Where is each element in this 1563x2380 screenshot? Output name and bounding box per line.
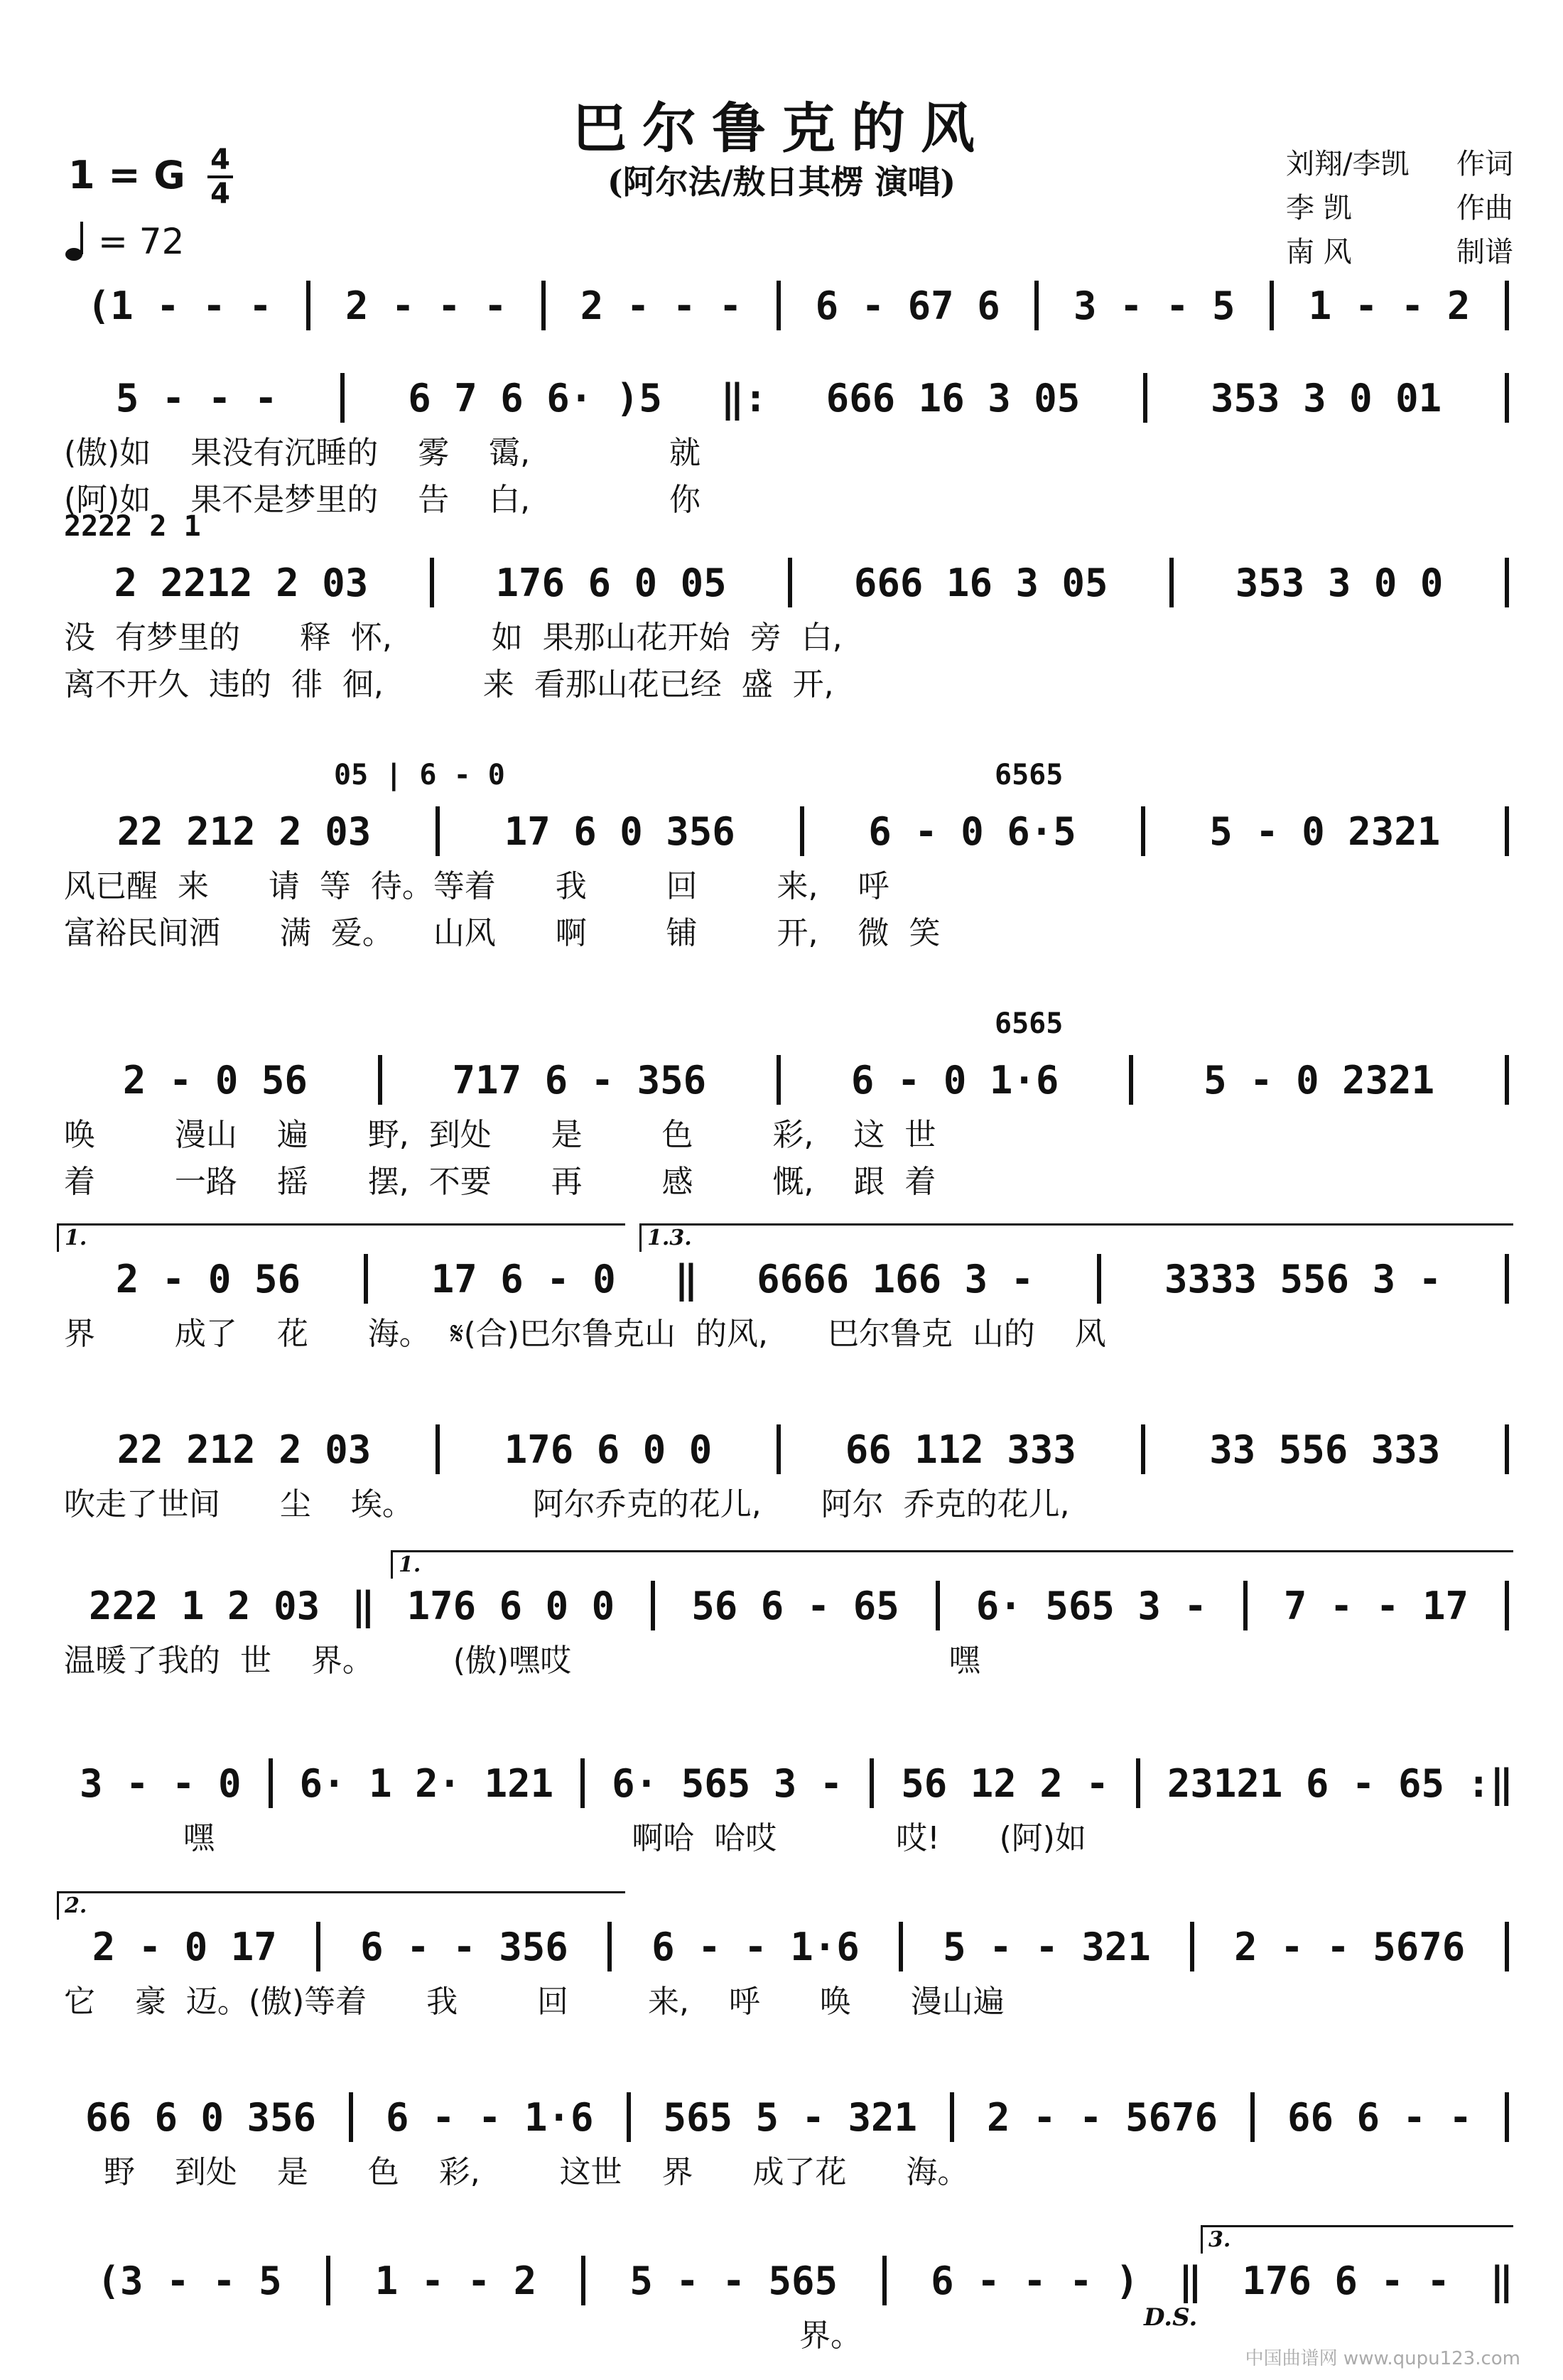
lyric-line: 它 豪 迈。(傲)等着 我 回 来, 呼 唤 漫山遍 [64,1984,1005,2020]
bar-line [306,281,310,330]
bar-line [436,1424,440,1474]
bar-line [1190,1922,1194,1971]
notes-row [57,1051,1513,1108]
lyric-line: 没 有梦里的 释 怀, 如 果那山花开始 旁 白, [64,620,843,656]
measure-notes: 6 - - 1·6 [385,2094,594,2140]
measure-notes: 6 - 0 6·5 [868,808,1076,854]
lyric-line: 着 一路 摇 摆, 不要 再 感 慨, 跟 着 [64,1164,936,1200]
measure-notes: 2 - - 5676 [1234,1924,1466,1969]
measure-notes: 2 - - 5676 [986,2094,1218,2140]
bar-line [882,2256,887,2305]
lyric-line: 界。 [64,2317,862,2354]
measure-notes: 22 212 2 03 [117,808,372,854]
lyric-line: 富裕民间洒 满 爱。 山风 啊 铺 开, 微 笑 [64,915,941,951]
notes-row [57,2252,1513,2309]
volta-bracket-first: 2. [57,1891,625,1920]
lyric-line: 风已醒 来 请 等 待。等着 我 回 来, 呼 [64,868,889,904]
dal-segno-marking: D.S. [1144,2303,1198,2332]
measure-notes: 2 - 0 56 [122,1057,308,1103]
score-system [57,2089,1513,2192]
measure-notes: 222 1 2 03 [88,1583,320,1628]
lyric-line: 界 成了 花 海。 𝄋(合)巴尔鲁克山 的风, 巴尔鲁克 山的 风 [64,1316,1106,1352]
measure-notes: 23121 6 - 65 [1167,1760,1444,1806]
bar-line [800,806,804,856]
bar-line [1505,1922,1509,1971]
lyric-line: 离不开久 违的 徘 徊, 来 看那山花已经 盛 开, [64,666,834,703]
measure-notes: (3 - - 5 [97,2258,282,2303]
bar-line [1169,558,1174,607]
measure-notes: 6· 1 2· 121 [299,1760,554,1806]
bar-line [607,1922,612,1971]
bar-line [1136,1758,1140,1808]
lyric-line: 野 到处 是 色 彩, 这世 界 成了花 海。 [64,2154,969,2190]
measure-notes: 5 - 0 2321 [1209,808,1441,854]
credit-composer: 李 凯 作曲 [1286,192,1513,225]
measure-notes: 353 3 0 01 [1211,375,1442,421]
measure-notes: 176 6 0 0 [406,1583,615,1628]
score-system [57,277,1513,334]
measure-notes: 6 - 0 1·6 [850,1057,1059,1103]
measure-notes: 22 212 2 03 [117,1427,372,1472]
bar-line [1505,1424,1509,1474]
notes-row [57,554,1513,611]
bar-line [1505,1055,1509,1105]
score-system [57,1893,1513,2022]
credits [1286,142,1513,274]
repeat-bar-line: :‖ [1466,1760,1514,1806]
repeat-bar-line: ‖ [1490,2258,1513,2303]
watermark: 中国曲谱网 www.qupu123.com [1245,2348,1520,2369]
score-system [57,2227,1513,2356]
measure-notes: 1 - - 2 [1308,283,1471,328]
bar-line [1505,806,1509,856]
key-signature: 1 = G [68,153,185,198]
volta-bracket-first: 1. [391,1550,1513,1579]
notes-row [57,2089,1513,2146]
quarter-note-icon [64,220,88,263]
bar-line [349,2092,353,2142]
bar-line [627,2092,631,2142]
notes-row [57,369,1513,426]
bar-line [1505,281,1509,330]
measure-notes: 6 - 67 6 [815,283,1000,328]
measure-notes: 17 6 - 0 [431,1256,616,1302]
notes-row [57,1755,1513,1812]
measure-notes: 176 6 - - [1242,2258,1450,2303]
measure-notes: 5 - 0 2321 [1204,1057,1435,1103]
lyric-line: (傲)如 果没有沉睡的 雾 霭, 就 [64,435,701,471]
time-signature [207,146,233,208]
measure-notes: 3 - - 5 [1073,283,1235,328]
measure-notes: 3 - - 0 [79,1760,242,1806]
bar-line [436,806,440,856]
tempo-value: = 72 [98,221,185,262]
score-system [57,1007,1513,1202]
measure-notes: 6 - - 356 [360,1924,568,1969]
bar-line [950,2092,954,2142]
volta-bracket-first: 1. [57,1223,625,1252]
measure-notes: 2 - 0 17 [92,1924,277,1969]
measure-notes: (1 - - - [87,283,272,328]
measure-notes: 66 6 - - [1287,2094,1473,2140]
bar-line [1097,1254,1101,1304]
repeat-bar-line: ‖ [352,1583,375,1628]
measure-notes: 66 112 333 [845,1427,1076,1472]
measure-notes: 17 6 0 356 [504,808,735,854]
notes-row [57,1250,1513,1307]
measure-notes: 2 - 0 56 [115,1256,301,1302]
credit-lyricist: 刘翔/李凯 作词 [1286,148,1513,180]
bar-line [364,1254,368,1304]
bar-line [651,1581,655,1630]
measure-notes: 176 6 0 0 [504,1427,713,1472]
measure-notes: 666 16 3 05 [853,560,1108,605]
measure-notes: 6 7 6 6· )5 [408,375,662,421]
repeat-bar-line: ‖ [674,1256,698,1302]
bar-line [581,2256,585,2305]
bar-line [580,1758,585,1808]
bar-line [1505,558,1509,607]
ossia-notes: 2222 2 1 [64,510,201,543]
bar-line [1141,806,1145,856]
bar-line [1034,281,1039,330]
measure-notes: 717 6 - 356 [452,1057,707,1103]
bar-line [788,558,792,607]
repeat-bar-line: ‖ [1179,2258,1202,2303]
notes-row [57,803,1513,860]
bar-line [777,281,781,330]
score-system [57,369,1513,520]
score-system [57,1226,1513,1354]
measure-notes: 3333 556 3 - [1164,1256,1442,1302]
measure-notes: 176 6 0 05 [495,560,727,605]
score-system [57,1552,1513,1681]
notes-row [57,1421,1513,1478]
bar-line [1129,1055,1133,1105]
bar-line [1143,373,1147,423]
measure-notes: 6· 565 3 - [975,1583,1207,1628]
notes-row [57,1918,1513,1975]
score-system [57,1421,1513,1525]
bar-line [1505,2092,1509,2142]
volta-bracket-second: 1.3. [639,1223,1513,1252]
ossia-notes: 05 | 6 - 0 [334,759,505,791]
measure-notes: 2 - - - [345,283,507,328]
bar-line [1243,1581,1248,1630]
bar-line [899,1922,903,1971]
measure-notes: 56 6 - 65 [691,1583,899,1628]
measure-notes: 2 2212 2 03 [114,560,369,605]
ossia-notes: 6565 [995,1007,1064,1040]
bar-line [870,1758,874,1808]
measure-notes: 5 - - - [115,375,278,421]
measure-notes: 6 - - 1·6 [651,1924,860,1969]
lyric-line: (阿)如 果不是梦里的 告 白, 你 [64,482,701,518]
measure-notes: 5 - - 321 [943,1924,1151,1969]
bar-line [340,373,345,423]
measure-notes: 565 5 - 321 [663,2094,918,2140]
measure-notes: 7 - - 17 [1283,1583,1469,1628]
measure-notes: 5 - - 565 [629,2258,838,2303]
bar-line [777,1055,781,1105]
bar-line [430,558,434,607]
bar-line [1505,1254,1509,1304]
bar-line [1250,2092,1255,2142]
bar-line [378,1055,382,1105]
measure-notes: 6666 166 3 - [757,1256,1034,1302]
bar-line [541,281,546,330]
ossia-notes: 6565 [995,759,1064,791]
bar-line [1270,281,1274,330]
score-system [57,1755,1513,1859]
score-system [57,510,1513,705]
measure-notes: 33 556 333 [1209,1427,1441,1472]
measure-notes: 2 - - - [580,283,742,328]
repeat-bar-line: ‖: [720,375,767,421]
bar-line [936,1581,940,1630]
bar-line [326,2256,330,2305]
measure-notes: 666 16 3 05 [826,375,1081,421]
bar-line [316,1922,320,1971]
time-signature-bottom: 4 [210,178,230,210]
song-title: 巴尔鲁克的风 [573,97,990,160]
bar-line [269,1758,273,1808]
notes-row [57,277,1513,334]
credit-arranger: 南 风 制谱 [1286,236,1513,269]
measure-notes: 353 3 0 0 [1235,560,1444,605]
performer-subtitle: (阿尔法/敖日其楞 演唱) [607,163,956,201]
bar-line [1505,373,1509,423]
measure-notes: 1 - - 2 [374,2258,537,2303]
lyric-line: 吹走了世间 尘 埃。 阿尔乔克的花儿, 阿尔 乔克的花儿, [64,1486,1070,1522]
volta-bracket-second: 3. [1201,2225,1513,2254]
bar-line [777,1424,781,1474]
measure-notes: 56 12 2 - [901,1760,1109,1806]
measure-notes: 6 - - - ) [931,2258,1139,2303]
time-signature-top: 4 [210,144,230,176]
lyric-line: 温暖了我的 世 界。 (傲)嘿哎 嘿 [64,1643,980,1679]
bar-line [1505,1581,1509,1630]
measure-notes: 6· 565 3 - [612,1760,843,1806]
bar-line [1141,1424,1145,1474]
notes-row [57,1577,1513,1634]
lyric-line: 唤 漫山 遍 野, 到处 是 色 彩, 这 世 [64,1117,936,1153]
measure-notes: 66 6 0 356 [85,2094,317,2140]
score-system [57,759,1513,953]
lyric-line: 嘿 啊哈 哈哎 哎! (阿)如 [64,1820,1086,1856]
tempo-marking [64,220,184,263]
